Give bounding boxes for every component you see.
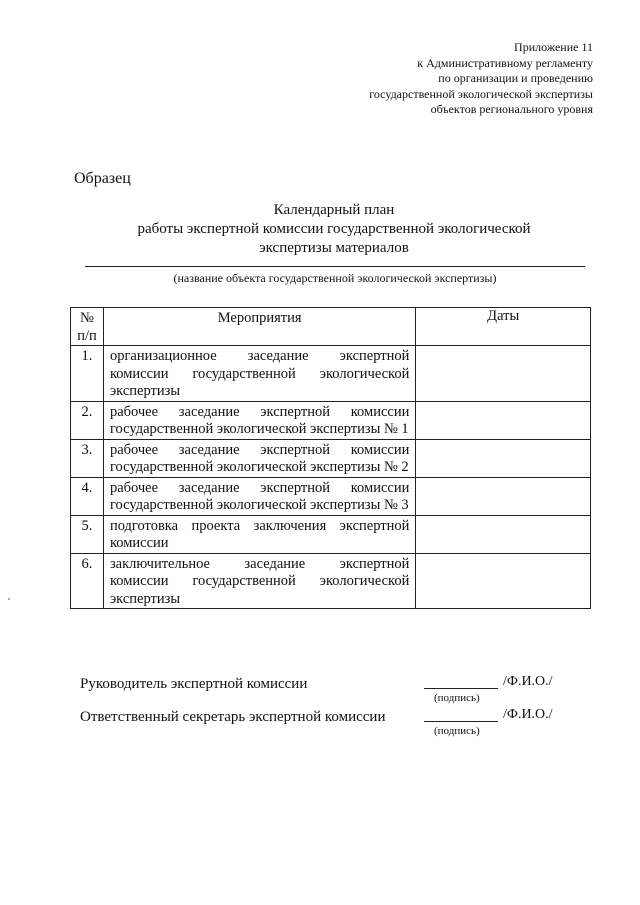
object-name-line — [85, 266, 585, 267]
annex-header — [369, 40, 593, 118]
table-row — [71, 515, 591, 553]
row-number: 1. — [71, 346, 104, 402]
header-number — [71, 308, 104, 346]
row-event: подготовка проекта заключения экспертной комиссии — [103, 515, 415, 553]
annex-line: по организации и проведению — [438, 71, 593, 85]
table-row — [71, 439, 591, 477]
row-dates — [416, 439, 591, 477]
title-line: работы экспертной комиссии государственной экологической — [137, 221, 531, 237]
row-number: 4. — [71, 477, 104, 515]
sample-label: Образец — [74, 170, 131, 187]
row-event: заключительное заседание экспертной комиссии государственной экологической экспертизы — [103, 553, 415, 609]
annex-line: к Административному регламенту — [417, 55, 593, 70]
header-events: Мероприятия — [103, 308, 415, 346]
row-number: 3. — [71, 439, 104, 477]
row-dates — [416, 346, 591, 402]
signature-head-fio: /Ф.И.О./ — [503, 674, 553, 689]
signature-head-caption: (подпись) — [434, 692, 480, 704]
table-row — [71, 477, 591, 515]
table-row — [71, 553, 591, 609]
table-row — [71, 346, 591, 402]
header-dates: Даты — [416, 308, 591, 346]
table-row — [71, 401, 591, 439]
signature-secretary-caption: (подпись) — [434, 725, 480, 737]
row-number: 5. — [71, 515, 104, 553]
row-dates — [416, 515, 591, 553]
row-event: рабочее заседание экспертной комиссии государственной экологической экспертизы № 3 — [103, 477, 415, 515]
row-dates — [416, 553, 591, 609]
signature-head-label: Руководитель экспертной комиссии — [80, 676, 308, 692]
row-number: 2. — [71, 401, 104, 439]
signature-head-line — [424, 688, 498, 689]
row-event: рабочее заседание экспертной комиссии государственной экологической экспертизы № 1 — [103, 401, 415, 439]
signature-secretary-line — [424, 721, 498, 722]
annex-line: объектов регионального уровня — [430, 102, 593, 116]
row-dates — [416, 477, 591, 515]
title-line: экспертизы материалов — [259, 240, 409, 256]
calendar-plan-table — [70, 307, 591, 609]
row-event: рабочее заседание экспертной комиссии государственной экологической экспертизы № 2 — [103, 439, 415, 477]
row-dates — [416, 401, 591, 439]
object-name-caption: (название объекта государственной экологической экспертизы) — [173, 271, 497, 285]
table-header-row — [71, 308, 591, 346]
title-line: Календарный план — [273, 202, 395, 218]
annex-line: Приложение 11 — [514, 40, 593, 54]
row-number: 6. — [71, 553, 104, 609]
document-title — [80, 201, 588, 258]
annex-line: государственной экологической экспертизы — [369, 86, 593, 101]
header-number-abbr: п/п — [77, 327, 97, 344]
row-event: организационное заседание экспертной комиссии государственной экологической экспертизы — [103, 346, 415, 402]
scan-artifact — [8, 598, 10, 600]
header-number-symbol: № — [80, 310, 94, 326]
signature-secretary-fio: /Ф.И.О./ — [503, 707, 553, 722]
signature-secretary-label: Ответственный секретарь экспертной комиссии — [80, 709, 386, 725]
